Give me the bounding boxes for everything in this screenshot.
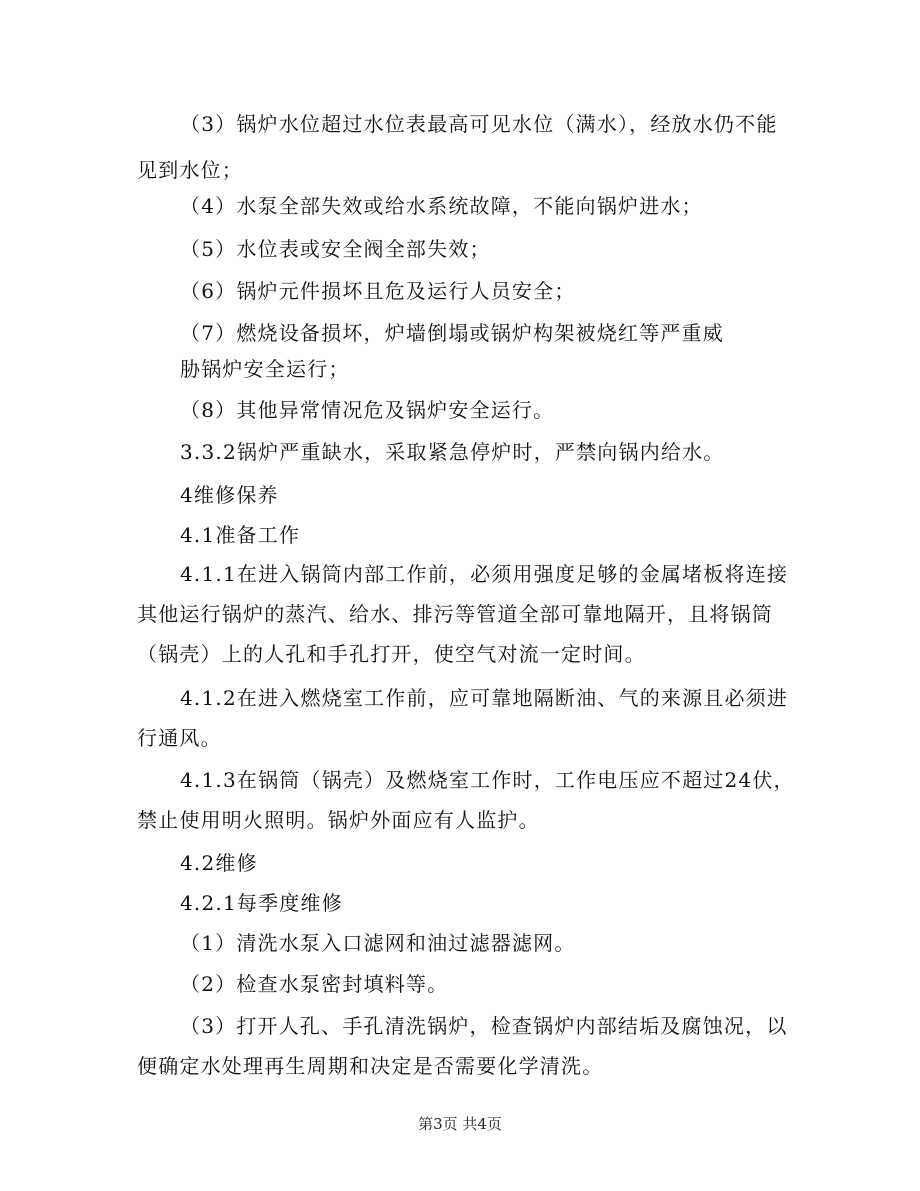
text-line-24: 便确定水处理再生周期和决定是否需要化学清洗。 (137, 1054, 604, 1078)
text-line-13: 其他运行锅炉的蒸汽、给水、排污等管道全部可靠地隔开，且将锅筒 (137, 602, 773, 626)
section-heading-4-1: 4.1准备工作 (180, 523, 301, 547)
text-line-1: （3）锅炉水位超过水位表最高可见水位（满水），经放水仍不能 (180, 112, 778, 136)
text-line-9: 3.3.2锅炉严重缺水，采取紧急停炉时，严禁向锅内给水。 (180, 440, 725, 464)
text-line-6: （7）燃烧设备损坏，炉墙倒塌或锅炉构架被烧红等严重威 (180, 321, 724, 345)
section-heading-4-2: 4.2维修 (180, 851, 258, 875)
text-line-18: 禁止使用明火照明。锅炉外面应有人监护。 (137, 808, 540, 832)
text-line-16: 行通风。 (137, 726, 222, 750)
text-line-23: （3）打开人孔、手孔清洗锅炉，检查锅炉内部结垢及腐蚀况，以 (180, 1014, 788, 1038)
text-line-22: （2）检查水泵密封填料等。 (180, 972, 449, 996)
text-line-8: （8）其他异常情况危及锅炉安全运行。 (180, 398, 555, 422)
text-line-21: （1）清洗水泵入口滤网和油过滤器滤网。 (180, 931, 576, 955)
text-line-5: （6）锅炉元件损坏且危及运行人员安全； (180, 279, 576, 303)
text-line-17: 4.1.3在锅筒（锅壳）及燃烧室工作时，工作电压应不超过24伏， (180, 768, 795, 792)
text-line-2: 见到水位； (137, 158, 243, 182)
text-line-14: （锅壳）上的人孔和手孔打开，使空气对流一定时间。 (137, 642, 646, 666)
text-line-4: （5）水位表或安全阀全部失效； (180, 237, 491, 261)
section-heading-4: 4维修保养 (180, 483, 279, 507)
text-line-12: 4.1.1在进入锅筒内部工作前，必须用强度足够的金属堵板将连接 (180, 562, 789, 586)
text-line-15: 4.1.2在进入燃烧室工作前，应可靠地隔断油、气的来源且必须进 (180, 686, 789, 710)
page-number-footer: 第3页 共4页 (418, 1115, 502, 1133)
section-heading-4-2-1: 4.2.1每季度维修 (180, 891, 343, 915)
text-line-7: 胁锅炉安全运行； (180, 357, 350, 381)
text-line-3: （4）水泵全部失效或给水系统故障，不能向锅炉进水； (180, 194, 703, 218)
